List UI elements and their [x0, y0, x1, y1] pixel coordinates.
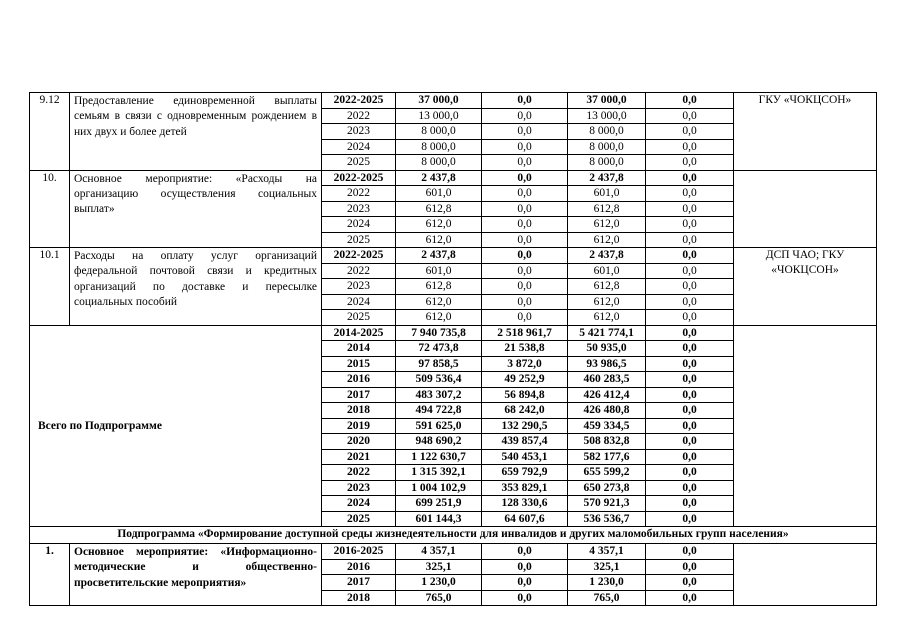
other-sources-cell: 0,0: [646, 559, 734, 575]
federal-budget-cell: 0,0: [482, 232, 568, 248]
budget-table: [29, 92, 877, 606]
federal-budget-cell: 0,0: [482, 170, 568, 186]
regional-budget-cell: 508 832,8: [568, 434, 646, 450]
other-sources-cell: 0,0: [646, 387, 734, 403]
total-cell: 483 307,2: [396, 387, 482, 403]
item-number: 10.: [30, 170, 70, 248]
regional-budget-cell: 612,0: [568, 232, 646, 248]
other-sources-cell: 0,0: [646, 201, 734, 217]
item-description: Расходы на оплату услуг организаций федеральной почтовой связи и кредитных организаций по доставке и пересылке социальных пособий: [70, 248, 322, 326]
year-cell: 2016-2025: [322, 544, 396, 560]
year-cell: 2024: [322, 139, 396, 155]
regional-budget-cell: 37 000,0: [568, 93, 646, 109]
year-cell: 2023: [322, 480, 396, 496]
year-cell: 2019: [322, 418, 396, 434]
year-cell: 2024: [322, 217, 396, 233]
year-cell: 2025: [322, 511, 396, 527]
other-sources-cell: 0,0: [646, 449, 734, 465]
regional-budget-cell: 655 599,2: [568, 465, 646, 481]
regional-budget-cell: 582 177,6: [568, 449, 646, 465]
other-sources-cell: 0,0: [646, 124, 734, 140]
regional-budget-cell: 2 437,8: [568, 248, 646, 264]
federal-budget-cell: 0,0: [482, 93, 568, 109]
total-cell: 509 536,4: [396, 372, 482, 388]
regional-budget-cell: 93 986,5: [568, 356, 646, 372]
total-cell: 1 315 392,1: [396, 465, 482, 481]
total-cell: 601 144,3: [396, 511, 482, 527]
regional-budget-cell: 612,0: [568, 217, 646, 233]
total-cell: 4 357,1: [396, 544, 482, 560]
regional-budget-cell: 765,0: [568, 590, 646, 606]
total-cell: 72 473,8: [396, 341, 482, 357]
year-cell: 2022: [322, 465, 396, 481]
federal-budget-cell: 49 252,9: [482, 372, 568, 388]
other-sources-cell: 0,0: [646, 93, 734, 109]
other-sources-cell: 0,0: [646, 434, 734, 450]
other-sources-cell: 0,0: [646, 279, 734, 295]
other-sources-cell: 0,0: [646, 248, 734, 264]
total-cell: 612,8: [396, 201, 482, 217]
year-cell: 2014-2025: [322, 325, 396, 341]
federal-budget-cell: 3 872,0: [482, 356, 568, 372]
total-cell: 601,0: [396, 263, 482, 279]
year-cell: 2022: [322, 186, 396, 202]
regional-budget-cell: 426 480,8: [568, 403, 646, 419]
total-cell: 612,0: [396, 310, 482, 326]
federal-budget-cell: 540 453,1: [482, 449, 568, 465]
federal-budget-cell: 56 894,8: [482, 387, 568, 403]
regional-budget-cell: 601,0: [568, 186, 646, 202]
year-cell: 2020: [322, 434, 396, 450]
other-sources-cell: 0,0: [646, 232, 734, 248]
total-cell: 612,0: [396, 232, 482, 248]
subprogram-total-label: Всего по Подпрограмме: [30, 325, 322, 527]
total-cell: 8 000,0: [396, 155, 482, 171]
total-cell: 612,0: [396, 217, 482, 233]
regional-budget-cell: 426 412,4: [568, 387, 646, 403]
total-cell: 13 000,0: [396, 108, 482, 124]
total-cell: 1 122 630,7: [396, 449, 482, 465]
other-sources-cell: 0,0: [646, 294, 734, 310]
regional-budget-cell: 460 283,5: [568, 372, 646, 388]
year-cell: 2015: [322, 356, 396, 372]
year-cell: 2016: [322, 559, 396, 575]
total-cell: 1 230,0: [396, 575, 482, 591]
total-cell: 325,1: [396, 559, 482, 575]
federal-budget-cell: 0,0: [482, 294, 568, 310]
federal-budget-cell: 0,0: [482, 559, 568, 575]
other-sources-cell: 0,0: [646, 186, 734, 202]
year-cell: 2024: [322, 496, 396, 512]
other-sources-cell: 0,0: [646, 496, 734, 512]
federal-budget-cell: 68 242,0: [482, 403, 568, 419]
responsible-executor: ГКУ «ЧОКЦСОН»: [734, 93, 877, 171]
responsible-executor: [734, 544, 877, 606]
year-cell: 2025: [322, 232, 396, 248]
other-sources-cell: 0,0: [646, 108, 734, 124]
total-cell: 601,0: [396, 186, 482, 202]
total-cell: 8 000,0: [396, 124, 482, 140]
year-cell: 2014: [322, 341, 396, 357]
item-description: Основное мероприятие: «Информационно-методические и общественно-просветительские мероприятия»: [70, 544, 322, 606]
total-cell: 948 690,2: [396, 434, 482, 450]
regional-budget-cell: 612,8: [568, 279, 646, 295]
year-cell: 2022-2025: [322, 248, 396, 264]
federal-budget-cell: 0,0: [482, 155, 568, 171]
total-cell: 591 625,0: [396, 418, 482, 434]
year-cell: 2024: [322, 294, 396, 310]
regional-budget-cell: 8 000,0: [568, 139, 646, 155]
responsible-executor: [734, 325, 877, 527]
federal-budget-cell: 0,0: [482, 201, 568, 217]
federal-budget-cell: 0,0: [482, 186, 568, 202]
total-cell: 97 858,5: [396, 356, 482, 372]
federal-budget-cell: 0,0: [482, 139, 568, 155]
federal-budget-cell: 353 829,1: [482, 480, 568, 496]
regional-budget-cell: 4 357,1: [568, 544, 646, 560]
federal-budget-cell: 0,0: [482, 310, 568, 326]
year-cell: 2021: [322, 449, 396, 465]
other-sources-cell: 0,0: [646, 263, 734, 279]
year-cell: 2023: [322, 279, 396, 295]
item-number: 10.1: [30, 248, 70, 326]
regional-budget-cell: 5 421 774,1: [568, 325, 646, 341]
other-sources-cell: 0,0: [646, 356, 734, 372]
regional-budget-cell: 536 536,7: [568, 511, 646, 527]
year-cell: 2016: [322, 372, 396, 388]
total-cell: 612,8: [396, 279, 482, 295]
other-sources-cell: 0,0: [646, 170, 734, 186]
total-cell: 699 251,9: [396, 496, 482, 512]
year-cell: 2017: [322, 575, 396, 591]
federal-budget-cell: 0,0: [482, 108, 568, 124]
regional-budget-cell: 612,0: [568, 310, 646, 326]
federal-budget-cell: 0,0: [482, 124, 568, 140]
federal-budget-cell: 64 607,6: [482, 511, 568, 527]
other-sources-cell: 0,0: [646, 217, 734, 233]
year-cell: 2022: [322, 108, 396, 124]
total-cell: 7 940 735,8: [396, 325, 482, 341]
total-cell: 37 000,0: [396, 93, 482, 109]
other-sources-cell: 0,0: [646, 310, 734, 326]
other-sources-cell: 0,0: [646, 480, 734, 496]
federal-budget-cell: 0,0: [482, 590, 568, 606]
other-sources-cell: 0,0: [646, 590, 734, 606]
federal-budget-cell: 128 330,6: [482, 496, 568, 512]
regional-budget-cell: 601,0: [568, 263, 646, 279]
regional-budget-cell: 325,1: [568, 559, 646, 575]
item-number: 9.12: [30, 93, 70, 171]
federal-budget-cell: 2 518 961,7: [482, 325, 568, 341]
year-cell: 2018: [322, 403, 396, 419]
federal-budget-cell: 0,0: [482, 544, 568, 560]
federal-budget-cell: 0,0: [482, 248, 568, 264]
total-cell: 2 437,8: [396, 248, 482, 264]
other-sources-cell: 0,0: [646, 511, 734, 527]
federal-budget-cell: 659 792,9: [482, 465, 568, 481]
regional-budget-cell: 459 334,5: [568, 418, 646, 434]
federal-budget-cell: 0,0: [482, 263, 568, 279]
year-cell: 2017: [322, 387, 396, 403]
regional-budget-cell: 8 000,0: [568, 155, 646, 171]
regional-budget-cell: 650 273,8: [568, 480, 646, 496]
regional-budget-cell: 2 437,8: [568, 170, 646, 186]
budget-table-page: [29, 92, 876, 606]
table-row: [30, 170, 877, 186]
total-cell: 494 722,8: [396, 403, 482, 419]
subprogram-heading: Подпрограмма «Формирование доступной среды жизнедеятельности для инвалидов и других маломобильных групп населения»: [30, 527, 877, 544]
table-row: [30, 248, 877, 264]
federal-budget-cell: 0,0: [482, 575, 568, 591]
other-sources-cell: 0,0: [646, 465, 734, 481]
year-cell: 2022-2025: [322, 170, 396, 186]
regional-budget-cell: 1 230,0: [568, 575, 646, 591]
total-cell: 2 437,8: [396, 170, 482, 186]
year-cell: 2025: [322, 310, 396, 326]
section-row: [30, 527, 877, 544]
year-cell: 2025: [322, 155, 396, 171]
other-sources-cell: 0,0: [646, 575, 734, 591]
other-sources-cell: 0,0: [646, 418, 734, 434]
item-number: 1.: [30, 544, 70, 606]
total-cell: 1 004 102,9: [396, 480, 482, 496]
regional-budget-cell: 50 935,0: [568, 341, 646, 357]
total-cell: 612,0: [396, 294, 482, 310]
year-cell: 2023: [322, 201, 396, 217]
other-sources-cell: 0,0: [646, 341, 734, 357]
regional-budget-cell: 612,0: [568, 294, 646, 310]
federal-budget-cell: 132 290,5: [482, 418, 568, 434]
responsible-executor: [734, 170, 877, 248]
other-sources-cell: 0,0: [646, 139, 734, 155]
other-sources-cell: 0,0: [646, 372, 734, 388]
table-row: [30, 93, 877, 109]
federal-budget-cell: 21 538,8: [482, 341, 568, 357]
federal-budget-cell: 0,0: [482, 217, 568, 233]
federal-budget-cell: 439 857,4: [482, 434, 568, 450]
year-cell: 2018: [322, 590, 396, 606]
responsible-executor: ДСП ЧАО; ГКУ «ЧОКЦСОН»: [734, 248, 877, 326]
table-row: [30, 325, 877, 341]
federal-budget-cell: 0,0: [482, 279, 568, 295]
year-cell: 2022-2025: [322, 93, 396, 109]
regional-budget-cell: 13 000,0: [568, 108, 646, 124]
table-row: [30, 544, 877, 560]
year-cell: 2023: [322, 124, 396, 140]
other-sources-cell: 0,0: [646, 325, 734, 341]
item-description: Предоставление единовременной выплаты семьям в связи с одновременным рождением в них двух и более детей: [70, 93, 322, 171]
regional-budget-cell: 8 000,0: [568, 124, 646, 140]
item-description: Основное мероприятие: «Расходы на организацию осуществления социальных выплат»: [70, 170, 322, 248]
other-sources-cell: 0,0: [646, 403, 734, 419]
regional-budget-cell: 570 921,3: [568, 496, 646, 512]
total-cell: 765,0: [396, 590, 482, 606]
year-cell: 2022: [322, 263, 396, 279]
total-cell: 8 000,0: [396, 139, 482, 155]
other-sources-cell: 0,0: [646, 544, 734, 560]
other-sources-cell: 0,0: [646, 155, 734, 171]
regional-budget-cell: 612,8: [568, 201, 646, 217]
